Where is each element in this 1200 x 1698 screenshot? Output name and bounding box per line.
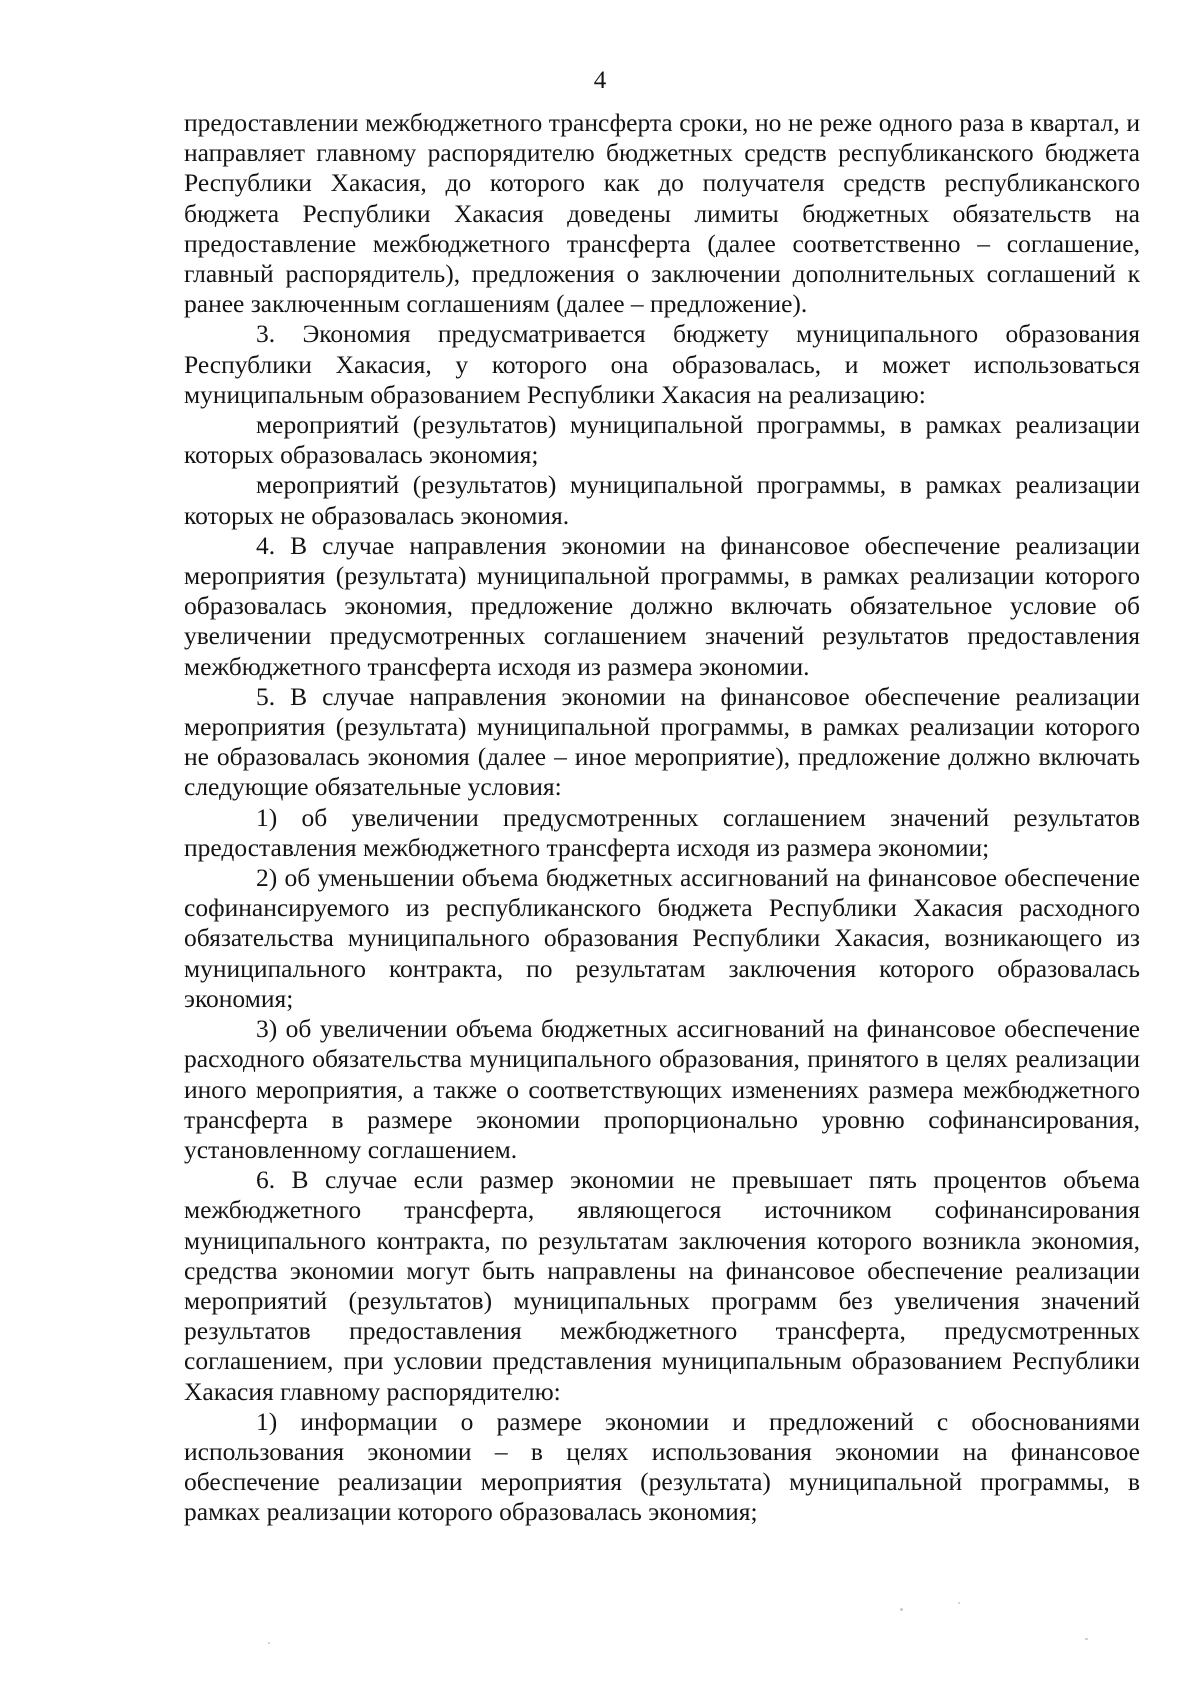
paragraph-subitem-1: 1) об увеличении предусмотренных соглашением значений результатов предоставления межбюджетного трансферта исходя из размера экономии; — [184, 802, 1140, 862]
paragraph-item-4: 4. В случае направления экономии на финансовое обеспечение реализации мероприятия (результата) муниципальной программы, в рамках реализации которого образовалась экономия, предложение должно включать обязательное условие об увеличении предусмотренных соглашением значений результатов предоставления межбюджетного трансферта исходя из размера экономии. — [184, 530, 1140, 681]
paragraph-item-6: 6. В случае если размер экономии не превышает пять процентов объема межбюджетного трансферта, являющегося источником софинансирования муниципального контракта, по результатам заключения которого возникла экономия, средства экономии могут быть направлены на финансовое обеспечение реализации мероприятий (результатов) муниципальных программ без увеличения значений результатов предоставления межбюджетного трансферта, предусмотренных соглашением, при условии представления муниципальным образованием Республики Хакасия главному распорядителю: — [184, 1165, 1140, 1406]
paragraph-subitem-3: 3) об увеличении объема бюджетных ассигнований на финансовое обеспечение расходного обязательства муниципального образования, принятого в целях реализации иного мероприятия, а также о соответствующих изменениях размера межбюджетного трансферта в размере экономии пропорционально уровню софинансирования, установленному соглашением. — [184, 1014, 1140, 1164]
paragraph-item-5: 5. В случае направления экономии на финансовое обеспечение реализации мероприятия (результата) муниципальной программы, в рамках реализации которого не образовалась экономия (далее – иное мероприятие), предложение должно включать следующие обязательные условия: — [184, 681, 1140, 802]
page-number: 4 — [593, 67, 607, 94]
paragraph-continuation: предоставлении межбюджетного трансферта сроки, но не реже одного раза в квартал, и направляет главному распорядителю бюджетных средств республиканского бюджета Республики Хакасия, до которого как до получателя средств республиканского бюджета Республики Хакасия доведены лимиты бюджетных обязательств на предоставление межбюджетного трансферта (далее соответственно – соглашение, главный распорядитель), предложения о заключении дополнительных соглашений к ранее заключенным соглашениям (далее – предложение). — [184, 108, 1140, 319]
paragraph-subitem: мероприятий (результатов) муниципальной программы, в рамках реализации которых не образовалась экономия. — [184, 470, 1140, 530]
paragraph-item-3: 3. Экономия предусматривается бюджету муниципального образования Республики Хакасия, у которого она образовалась, и может использоваться муниципальным образованием Республики Хакасия на реализацию: — [184, 319, 1140, 409]
paragraph-subitem-2: 2) об уменьшении объема бюджетных ассигнований на финансовое обеспечение софинансируемого из республиканского бюджета Республики Хакасия расходного обязательства муниципального образования Республики Хакасия, возникающего из муниципального контракта, по результатам заключения которого образовалась экономия; — [184, 863, 1140, 1013]
document-body — [184, 108, 1140, 1528]
paragraph-subitem: мероприятий (результатов) муниципальной программы, в рамках реализации которых образовалась экономия; — [184, 410, 1140, 470]
paragraph-subitem-1: 1) информации о размере экономии и предложений с обоснованиями использования экономии – в целях использования экономии на финансовое обеспечение реализации мероприятия (результата) муниципальной программы, в рамках реализации которого образовалась экономия; — [184, 1406, 1140, 1527]
scan-artifact — [268, 1642, 270, 1644]
scan-artifact — [958, 1602, 960, 1604]
scan-artifact — [1085, 1638, 1088, 1640]
scan-artifact — [900, 1608, 903, 1611]
